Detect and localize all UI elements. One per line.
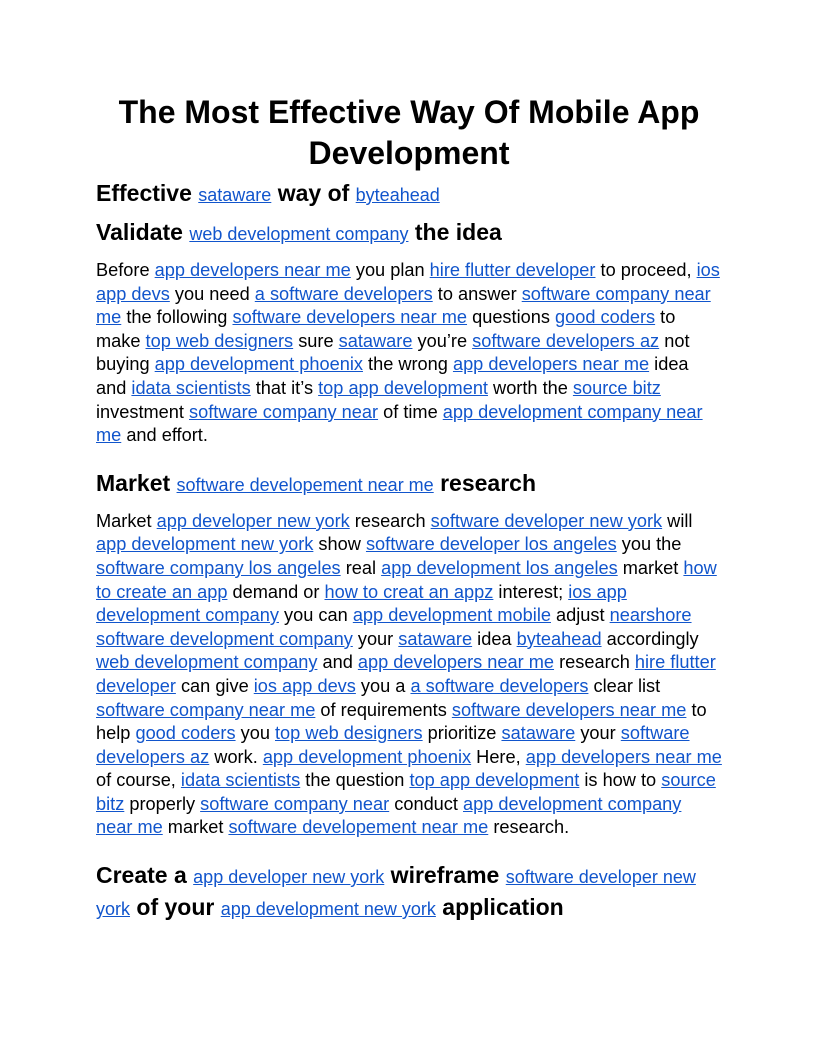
text-run: that it’s xyxy=(250,377,319,398)
text-run: Market xyxy=(96,469,177,496)
hyperlink[interactable]: source bitz xyxy=(572,377,661,398)
text-run: to proceed, xyxy=(595,260,697,280)
text-run: Here, xyxy=(471,746,526,767)
hyperlink[interactable]: top app development xyxy=(409,770,580,791)
text-run: research xyxy=(349,510,431,531)
text-run: Effective xyxy=(96,180,199,206)
hyperlink[interactable]: sataware xyxy=(501,723,576,744)
text-run: the wrong xyxy=(362,354,453,375)
text-run: the idea xyxy=(408,219,502,245)
hyperlink[interactable]: app development company near me xyxy=(96,401,703,446)
text-run: you’re xyxy=(412,330,473,351)
hyperlink[interactable]: app developer new york xyxy=(193,867,385,888)
text-run: conduct xyxy=(389,793,463,814)
hyperlink[interactable]: app development company near me xyxy=(96,793,682,838)
hyperlink[interactable]: byteahead xyxy=(355,185,440,205)
text-run: you the xyxy=(616,534,682,555)
text-run: application xyxy=(435,894,564,921)
hyperlink[interactable]: software company near me xyxy=(96,699,316,720)
document-page xyxy=(96,92,722,924)
text-run: idea xyxy=(472,628,517,649)
text-run: sure xyxy=(293,330,339,351)
hyperlink[interactable]: ios app devs xyxy=(253,675,356,696)
hyperlink[interactable]: software developer new york xyxy=(430,510,663,531)
text-run: work. xyxy=(209,746,263,767)
text-run: properly xyxy=(124,793,201,814)
hyperlink[interactable]: software company los angeles xyxy=(96,557,341,578)
hyperlink[interactable]: ios app development company xyxy=(96,581,627,626)
hyperlink[interactable]: app development los angeles xyxy=(381,557,618,578)
text-run: Validate xyxy=(96,219,190,245)
hyperlink[interactable]: sataware xyxy=(398,628,473,649)
section-heading-wireframe xyxy=(96,860,722,924)
text-run: of time xyxy=(378,401,443,422)
text-run: way of xyxy=(271,180,356,206)
hyperlink[interactable]: software developers near me xyxy=(451,699,687,720)
hyperlink[interactable]: web development company xyxy=(96,652,318,673)
hyperlink[interactable]: app development new york xyxy=(220,899,436,920)
text-run: and effort. xyxy=(121,425,208,446)
hyperlink[interactable]: nearshore software development company xyxy=(96,605,692,649)
hyperlink[interactable]: how to create an app xyxy=(96,557,717,602)
hyperlink[interactable]: good coders xyxy=(135,723,236,744)
hyperlink[interactable]: app development new york xyxy=(96,534,314,555)
text-run: investment xyxy=(96,401,189,422)
text-run: adjust xyxy=(550,605,610,626)
text-run: Before xyxy=(96,260,155,280)
hyperlink[interactable]: top app development xyxy=(318,377,488,398)
hyperlink[interactable]: app developer new york xyxy=(156,510,350,531)
text-run: you plan xyxy=(350,260,430,280)
hyperlink[interactable]: sataware xyxy=(338,330,413,351)
hyperlink[interactable]: app developers near me xyxy=(357,652,555,673)
text-run: your xyxy=(352,628,399,649)
document-title: The Most Effective Way Of Mobile App Development xyxy=(118,94,700,171)
text-run: of course, xyxy=(96,770,181,791)
hyperlink[interactable]: software developer los angeles xyxy=(365,534,617,555)
hyperlink[interactable]: app developers near me xyxy=(525,746,722,767)
text-run: Market xyxy=(96,510,157,531)
text-run: research xyxy=(554,652,635,673)
hyperlink[interactable]: software company near xyxy=(189,401,379,422)
hyperlink[interactable]: app development mobile xyxy=(352,605,551,626)
hyperlink[interactable]: hire flutter developer xyxy=(429,260,596,280)
hyperlink[interactable]: software developers near me xyxy=(232,307,468,328)
text-run: questions xyxy=(467,307,555,328)
hyperlink[interactable]: web development company xyxy=(189,224,409,244)
text-run: to answer xyxy=(432,283,522,304)
text-run: research. xyxy=(488,817,570,838)
hyperlink[interactable]: good coders xyxy=(555,307,656,328)
text-run: your xyxy=(575,723,621,744)
text-run: you xyxy=(235,723,275,744)
text-run: you can xyxy=(279,605,353,626)
hyperlink[interactable]: app development phoenix xyxy=(154,354,363,375)
text-run: research xyxy=(433,469,537,496)
text-run: will xyxy=(662,510,693,531)
text-run: idea and xyxy=(96,354,689,398)
hyperlink[interactable]: idata scientists xyxy=(180,770,301,791)
text-run: you need xyxy=(169,283,255,304)
hyperlink[interactable]: source bitz xyxy=(96,770,716,814)
text-run: the question xyxy=(300,770,410,791)
hyperlink[interactable]: a software developers xyxy=(254,283,433,304)
hyperlink[interactable]: top web designers xyxy=(275,723,423,744)
text-run: to make xyxy=(96,307,676,351)
hyperlink[interactable]: app developers near me xyxy=(452,354,650,375)
hyperlink[interactable]: a software developers xyxy=(410,675,589,696)
text-run: is how to xyxy=(579,770,662,791)
paragraph-validate xyxy=(96,259,722,448)
text-run: you a xyxy=(355,675,411,696)
hyperlink[interactable]: software developement near me xyxy=(228,817,489,838)
hyperlink[interactable]: software company near xyxy=(200,793,390,814)
text-run: of your xyxy=(130,894,221,921)
hyperlink[interactable]: byteahead xyxy=(516,628,602,649)
hyperlink[interactable]: software developement near me xyxy=(176,474,434,495)
hyperlink[interactable]: sataware xyxy=(198,185,272,205)
section-heading-validate xyxy=(96,217,722,249)
text-run: market xyxy=(617,557,684,578)
hyperlink[interactable]: ios app devs xyxy=(96,260,720,304)
hyperlink[interactable]: how to creat an appz xyxy=(324,581,494,602)
text-run: show xyxy=(313,534,366,555)
hyperlink[interactable]: top web designers xyxy=(145,330,294,351)
text-run: not buying xyxy=(96,330,690,375)
paragraph-market-research xyxy=(96,510,722,840)
section-heading-market-research xyxy=(96,468,722,500)
text-run: clear list xyxy=(588,675,661,696)
text-run: the following xyxy=(121,307,233,328)
text-run: Create a xyxy=(96,862,194,889)
text-run: real xyxy=(340,557,382,578)
hyperlink[interactable]: software developer new york xyxy=(96,867,696,920)
text-run: demand or xyxy=(227,581,325,602)
text-run: prioritize xyxy=(422,723,502,744)
hyperlink[interactable]: idata scientists xyxy=(131,377,251,398)
text-run: market xyxy=(162,817,229,838)
text-run: and xyxy=(317,652,358,673)
text-run: can give xyxy=(175,675,254,696)
hyperlink[interactable]: app developers near me xyxy=(154,260,351,280)
text-run: to help xyxy=(96,699,707,744)
hyperlink[interactable]: app development phoenix xyxy=(262,746,472,767)
text-run: interest; xyxy=(493,581,569,602)
section-heading-effective xyxy=(96,178,722,210)
text-run: accordingly xyxy=(601,628,699,649)
hyperlink[interactable]: software developers az xyxy=(96,723,690,767)
text-run: of requirements xyxy=(315,699,452,720)
text-run: worth the xyxy=(488,377,573,398)
hyperlink[interactable]: hire flutter developer xyxy=(96,652,716,696)
hyperlink[interactable]: software developers az xyxy=(472,330,660,351)
hyperlink[interactable]: software company near me xyxy=(96,283,711,328)
text-run: wireframe xyxy=(384,862,506,889)
